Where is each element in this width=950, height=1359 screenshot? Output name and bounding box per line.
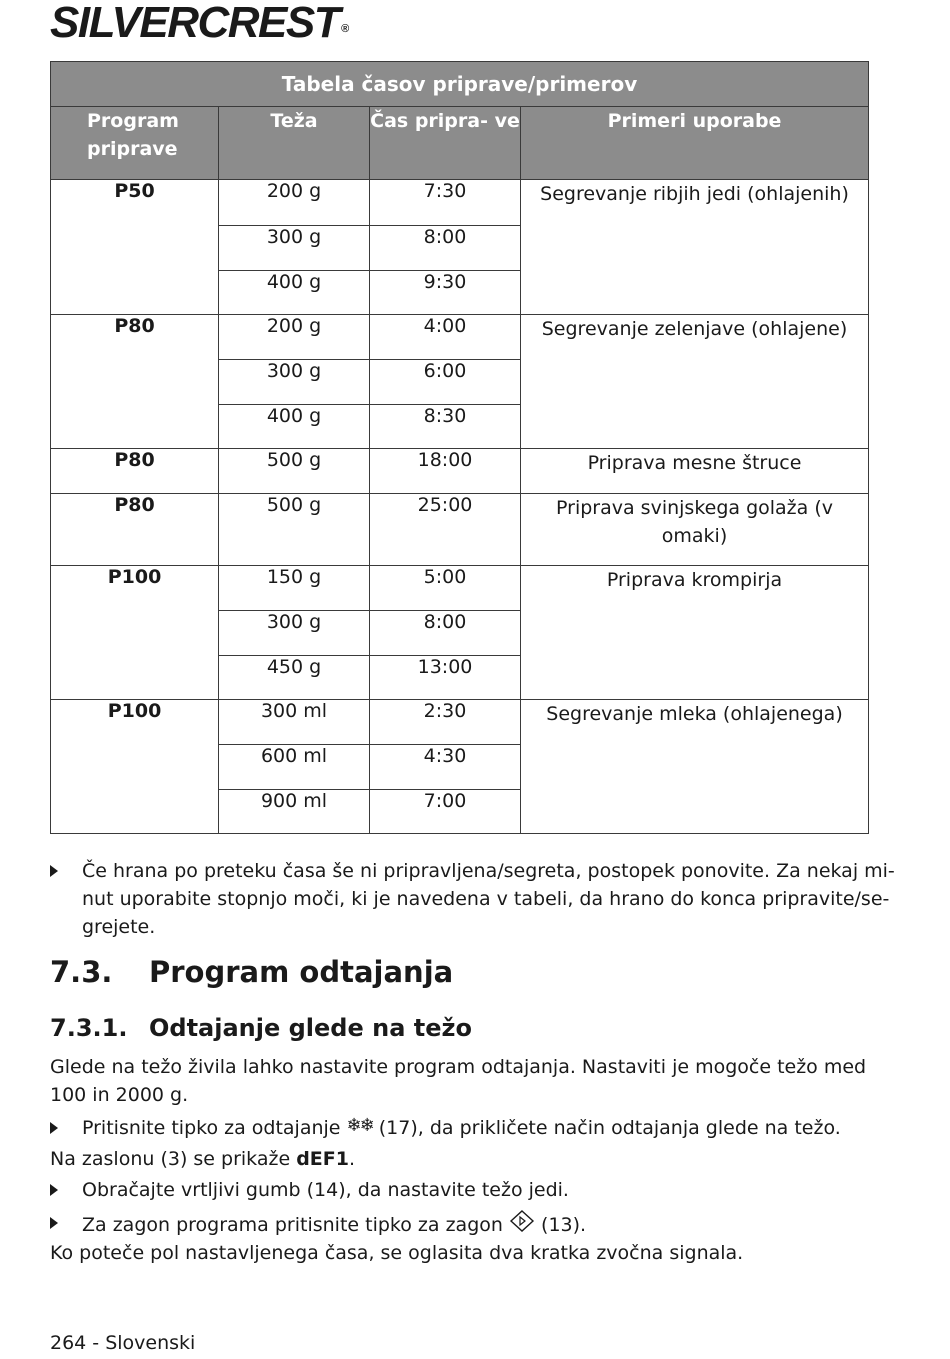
table-row: [51, 566, 869, 611]
time-cell: 8:00: [370, 226, 521, 271]
example-cell: Segrevanje zelenjave (ohlajene): [521, 315, 869, 449]
subsection-title: Odtajanje glede na težo: [149, 1014, 472, 1042]
note-line: nut uporabite stopnjo moči, ki je navedena v tabeli, da hrano do konca pripravite/se-: [82, 888, 890, 910]
example-cell: Priprava svinjskega golaža (v omaki): [521, 494, 869, 566]
program-cell: P100: [51, 700, 219, 834]
step-text: Obračajte vrtljivi gumb (14), da nastavite težo jedi.: [82, 1179, 569, 1201]
bullet-arrow-icon: [50, 1217, 58, 1229]
example-cell: Priprava krompirja: [521, 566, 869, 700]
program-cell: P80: [51, 449, 219, 494]
defrost-icon: ❄❄: [346, 1115, 373, 1136]
display-code: dEF1: [296, 1148, 349, 1170]
table-row: [51, 315, 869, 360]
intro-line: Glede na težo živila lahko nastavite program odtajanja. Nastaviti je mogoče težo med: [50, 1056, 867, 1078]
header-program-text: Program priprave: [87, 110, 179, 160]
table-row: [51, 180, 869, 226]
weight-cell: 300 ml: [219, 700, 370, 745]
outro-line: Ko poteče pol nastavljenega časa, se oglasita dva kratka zvočna signala.: [50, 1242, 744, 1264]
display-text-post: .: [348, 1148, 356, 1170]
subsection-number: 7.3.1.: [50, 1014, 128, 1042]
note-bullet: [50, 857, 895, 941]
header-examples: Primeri uporabe: [521, 107, 869, 180]
step-bullet: [50, 1114, 868, 1144]
bullet-arrow-icon: [50, 865, 58, 877]
table-row: [51, 494, 869, 566]
intro-line: 100 in 2000 g.: [50, 1084, 189, 1106]
step-text-pre: Za zagon programa pritisnite tipko za zagon: [82, 1214, 503, 1236]
cooking-times-table: [50, 61, 869, 834]
step-text-pre: Pritisnite tipko za odtajanje: [82, 1117, 341, 1139]
time-cell: 8:30: [370, 405, 521, 449]
step-text-post: (17), da prikličete način odtajanja glede na težo.: [378, 1117, 841, 1139]
step-text: [82, 1209, 586, 1239]
weight-cell: 400 g: [219, 271, 370, 315]
weight-cell: 300 g: [219, 360, 370, 405]
note-line: Če hrana po preteku časa še ni pripravljena/segreta, postopek ponovite. Za nekaj mi-: [82, 860, 895, 882]
weight-cell: 450 g: [219, 656, 370, 700]
weight-cell: 200 g: [219, 180, 370, 226]
bullet-arrow-icon: [50, 1122, 58, 1134]
weight-cell: 300 g: [219, 226, 370, 271]
time-cell: 5:00: [370, 566, 521, 611]
table-row: [51, 449, 869, 494]
weight-cell: 500 g: [219, 494, 370, 566]
weight-cell: 300 g: [219, 611, 370, 656]
example-cell: Segrevanje mleka (ohlajenega): [521, 700, 869, 834]
section-number: 7.3.: [50, 955, 113, 989]
step-bullet: [50, 1209, 868, 1239]
step-text-post: (13).: [541, 1214, 587, 1236]
registered-mark: ®: [341, 23, 350, 35]
program-cell: P80: [51, 315, 219, 449]
weight-cell: 500 g: [219, 449, 370, 494]
header-time: Čas pripra- ve: [370, 107, 521, 180]
time-cell: 6:00: [370, 360, 521, 405]
display-line: [50, 1145, 355, 1173]
section-heading: [50, 955, 453, 989]
time-cell: 8:00: [370, 611, 521, 656]
time-cell: 18:00: [370, 449, 521, 494]
subsection-heading: [50, 1014, 472, 1042]
time-cell: 13:00: [370, 656, 521, 700]
display-text-pre: Na zaslonu (3) se prikaže: [50, 1148, 291, 1170]
time-cell: 4:00: [370, 315, 521, 360]
weight-cell: 150 g: [219, 566, 370, 611]
brand-logo-text: SILVERCREST: [50, 0, 340, 47]
brand-logo: [50, 0, 349, 46]
program-cell: P100: [51, 566, 219, 700]
program-cell: P80: [51, 494, 219, 566]
table-caption: Tabela časov priprave/primerov: [51, 62, 869, 107]
header-program: [51, 107, 219, 180]
time-cell: 25:00: [370, 494, 521, 566]
weight-cell: 600 ml: [219, 745, 370, 790]
weight-cell: 900 ml: [219, 790, 370, 834]
header-weight: Teža: [219, 107, 370, 180]
weight-cell: 400 g: [219, 405, 370, 449]
time-cell: 9:30: [370, 271, 521, 315]
step-text: [82, 1114, 841, 1142]
page-footer: 264 - Slovenski: [50, 1332, 196, 1354]
bullet-arrow-icon: [50, 1184, 58, 1196]
time-cell: 7:00: [370, 790, 521, 834]
time-cell: 7:30: [370, 180, 521, 226]
section-title: Program odtajanja: [149, 955, 454, 989]
example-cell: Priprava mesne štruce: [521, 449, 869, 494]
note-line: grejete.: [82, 916, 156, 938]
program-cell: P50: [51, 180, 219, 315]
step-bullet: [50, 1176, 868, 1206]
table-row: [51, 700, 869, 745]
time-cell: 4:30: [370, 745, 521, 790]
weight-cell: 200 g: [219, 315, 370, 360]
time-cell: 2:30: [370, 700, 521, 745]
start-icon: [509, 1209, 535, 1233]
example-cell: Segrevanje ribjih jedi (ohlajenih): [521, 180, 869, 315]
